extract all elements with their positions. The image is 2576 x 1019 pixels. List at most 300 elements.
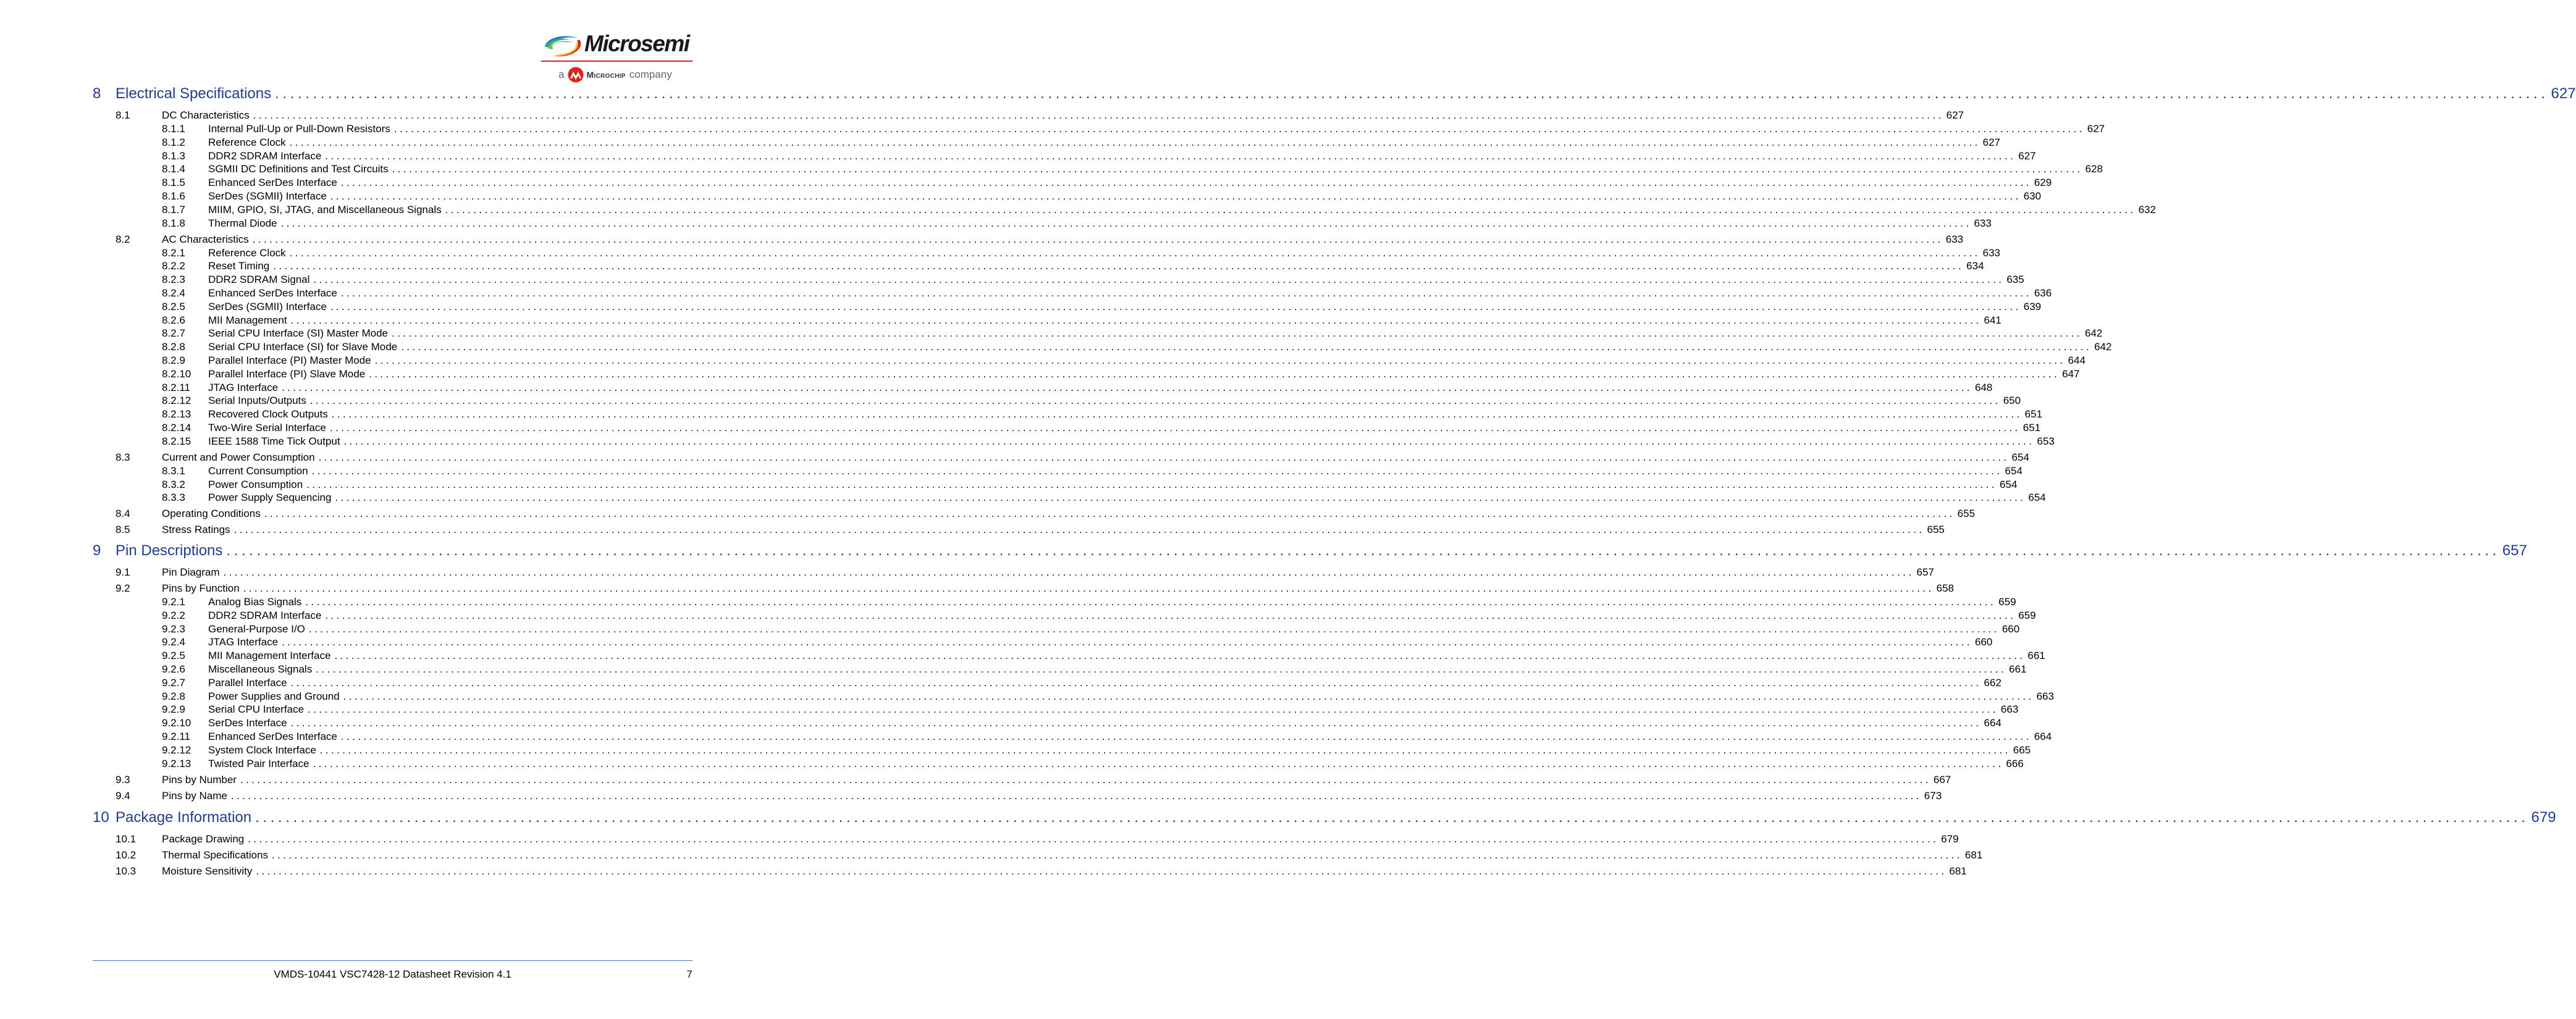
toc-entry-subsection-9-2-8[interactable] bbox=[0, 690, 2054, 704]
toc-entry-page: 657 bbox=[2502, 542, 2527, 559]
toc-entry-body bbox=[208, 478, 2018, 491]
toc-entry-title: Current Consumption bbox=[208, 464, 308, 477]
toc-entry-body bbox=[162, 833, 1959, 845]
toc-entry-title: SerDes (SGMII) Interface bbox=[208, 190, 327, 202]
toc-entry-page: 654 bbox=[2005, 464, 2022, 477]
toc-entry-section-10-3[interactable] bbox=[0, 865, 1967, 879]
toc-entry-page: 644 bbox=[2068, 354, 2086, 366]
toc-entry-page: 663 bbox=[2000, 703, 2019, 716]
toc-entry-subsection-9-2-1[interactable] bbox=[0, 596, 2016, 610]
toc-entry-number: 9.1 bbox=[116, 566, 130, 578]
toc-entry-page: 660 bbox=[1975, 636, 1993, 648]
toc-dot-leader: ............................................................................................................................................................................................................................................................................................................ bbox=[264, 508, 1955, 520]
toc-entry-section-8-1[interactable] bbox=[0, 109, 1964, 123]
toc-entry-page: 679 bbox=[1941, 833, 1959, 845]
toc-entry-number: 9.2.7 bbox=[162, 676, 185, 689]
toc-entry-title: Reference Clock bbox=[208, 246, 286, 259]
toc-entry-title: JTAG Interface bbox=[208, 636, 279, 648]
toc-dot-leader: ............................................................................................................................................................................................................................................................................................................ bbox=[319, 744, 2011, 756]
toc-entry-page: 627 bbox=[1946, 109, 1964, 121]
toc-entry-subsection-8-1-8[interactable] bbox=[0, 217, 1992, 231]
toc-entry-title: Stress Ratings bbox=[162, 524, 230, 536]
toc-entry-subsection-8-2-1[interactable] bbox=[0, 246, 2000, 261]
toc-entry-body bbox=[162, 524, 1945, 536]
toc-entry-title: Serial CPU Interface (SI) Master Mode bbox=[208, 327, 388, 340]
toc-entry-body bbox=[208, 300, 2042, 313]
toc-entry-page: 651 bbox=[2022, 422, 2041, 434]
toc-entry-title: Miscellaneous Signals bbox=[208, 663, 313, 675]
toc-entry-section-8-3[interactable] bbox=[0, 451, 2029, 465]
toc-entry-title: Enhanced SerDes Interface bbox=[208, 177, 337, 189]
toc-entry-number: 8.1.1 bbox=[162, 123, 185, 135]
toc-entry-subsection-9-2-12[interactable] bbox=[0, 744, 2031, 758]
toc-entry-page: 655 bbox=[1957, 508, 1976, 520]
footer-document-id: VMDS-10441 VSC7428-12 Datasheet Revision 4.1 bbox=[274, 968, 511, 980]
microsemi-logo bbox=[541, 31, 693, 83]
toc-entry-body bbox=[208, 623, 2020, 635]
toc-entry-title: MII Management Interface bbox=[208, 650, 331, 662]
toc-entry-chapter-9[interactable] bbox=[0, 542, 2527, 561]
toc-entry-subsection-8-1-6[interactable] bbox=[0, 190, 2042, 204]
toc-entry-title: Pins by Number bbox=[162, 773, 237, 786]
toc-dot-leader: ............................................................................................................................................................................................................................................................................................................ bbox=[290, 717, 1982, 729]
toc-entry-subsection-9-2-9[interactable] bbox=[0, 703, 2019, 717]
toc-entry-page: 635 bbox=[2006, 274, 2024, 286]
toc-entry-page: 659 bbox=[2018, 609, 2036, 621]
toc-entry-body bbox=[208, 190, 2042, 203]
toc-entry-body bbox=[208, 260, 1984, 272]
toc-entry-number: 8.2.5 bbox=[162, 300, 185, 312]
toc-dot-leader: ............................................................................................................................................................................................................................................................................................................ bbox=[243, 582, 1934, 594]
toc-entry-page: 642 bbox=[2084, 327, 2103, 340]
toc-entry-page: 653 bbox=[2037, 435, 2055, 447]
toc-entry-number: 8.3.2 bbox=[162, 478, 185, 490]
toc-dot-leader: ............................................................................................................................................................................................................................................................................................................ bbox=[275, 85, 2549, 102]
toc-entry-body bbox=[208, 717, 2001, 729]
toc-dot-leader: ............................................................................................................................................................................................................................................................................................................ bbox=[330, 190, 2021, 202]
toc-entry-subsection-8-2-10[interactable] bbox=[0, 367, 2080, 382]
toc-dot-leader: ............................................................................................................................................................................................................................................................................................................ bbox=[290, 314, 1982, 326]
toc-dot-leader: ............................................................................................................................................................................................................................................................................................................ bbox=[445, 203, 2136, 216]
toc-entry-page: 664 bbox=[2034, 731, 2052, 742]
toc-entry-subsection-9-2-11[interactable] bbox=[0, 731, 2052, 744]
toc-entry-body bbox=[162, 508, 1976, 520]
toc-entry-number: 9.2.11 bbox=[162, 731, 191, 742]
toc-dot-leader: ............................................................................................................................................................................................................................................................................................................ bbox=[256, 865, 1947, 877]
toc-entry-body bbox=[162, 233, 1964, 246]
toc-dot-leader: ............................................................................................................................................................................................................................................................................................................ bbox=[330, 300, 2021, 312]
toc-dot-leader: ............................................................................................................................................................................................................................................................................................................ bbox=[369, 367, 2060, 380]
toc-entry-subsection-8-2-3[interactable] bbox=[0, 274, 2024, 287]
toc-entry-subsection-8-1-1[interactable] bbox=[0, 123, 2105, 136]
toc-entry-number: 10.2 bbox=[116, 849, 137, 861]
toc-entry-number: 8.3.1 bbox=[162, 464, 185, 477]
toc-entry-page: 661 bbox=[2009, 663, 2027, 675]
toc-entry-page: 629 bbox=[2034, 177, 2052, 189]
toc-entry-title: Thermal Specifications bbox=[162, 849, 268, 861]
toc-entry-body bbox=[208, 690, 2054, 703]
toc-entry-subsection-8-1-2[interactable] bbox=[0, 136, 2000, 150]
toc-entry-title: SerDes (SGMII) Interface bbox=[208, 300, 327, 312]
toc-entry-page: 634 bbox=[1966, 260, 1984, 272]
toc-entry-page: 657 bbox=[1916, 566, 1934, 578]
toc-dot-leader: ............................................................................................................................................................................................................................................................................................................ bbox=[311, 464, 2003, 477]
toc-entry-number: 8.1.2 bbox=[162, 136, 185, 148]
toc-entry-page: 627 bbox=[2087, 123, 2105, 135]
toc-dot-leader: ............................................................................................................................................................................................................................................................................................................ bbox=[280, 217, 1972, 229]
toc-dot-leader: ............................................................................................................................................................................................................................................................................................................ bbox=[374, 354, 2066, 366]
toc-entry-page: 654 bbox=[2028, 492, 2046, 504]
toc-entry-number: 8.2.8 bbox=[162, 341, 185, 353]
toc-entry-number: 8.1.5 bbox=[162, 177, 185, 189]
toc-entry-body bbox=[162, 789, 1942, 802]
toc-entry-section-9-1[interactable] bbox=[0, 566, 1934, 580]
toc-dot-leader: ............................................................................................................................................................................................................................................................................................................ bbox=[226, 542, 2500, 559]
toc-entry-body bbox=[208, 123, 2105, 135]
toc-dot-leader: ............................................................................................................................................................................................................................................................................................................ bbox=[331, 408, 2022, 421]
toc-entry-subsection-8-2-7[interactable] bbox=[0, 327, 2103, 341]
brand-name: Microsemi bbox=[584, 31, 689, 56]
toc-entry-title: Package Drawing bbox=[162, 833, 245, 845]
toc-entry-title: Electrical Specifications bbox=[116, 85, 272, 102]
toc-entry-title: Serial CPU Interface bbox=[208, 703, 304, 716]
toc-entry-body bbox=[162, 451, 2029, 464]
toc-entry-page: 655 bbox=[1927, 524, 1945, 536]
toc-entry-subsection-8-2-11[interactable] bbox=[0, 381, 1993, 395]
toc-entry-body bbox=[162, 582, 1955, 595]
logo-rule bbox=[541, 61, 692, 62]
toc-entry-body bbox=[208, 314, 2001, 327]
toc-entry-page: 647 bbox=[2062, 367, 2080, 380]
toc-entry-body bbox=[208, 149, 2036, 162]
toc-entry-number: 8.2.12 bbox=[162, 395, 192, 407]
toc-entry-subsection-8-2-15[interactable] bbox=[0, 435, 2055, 449]
toc-entry-section-8-5[interactable] bbox=[0, 524, 1945, 537]
toc-dot-leader: ............................................................................................................................................................................................................................................................................................................ bbox=[289, 136, 1980, 148]
toc-entry-body bbox=[208, 744, 2031, 757]
toc-entry-body bbox=[208, 731, 2052, 743]
toc-entry-subsection-9-2-7[interactable] bbox=[0, 676, 2001, 690]
toc-entry-body bbox=[208, 203, 2156, 216]
toc-entry-body bbox=[208, 596, 2016, 608]
toc-entry-body bbox=[208, 422, 2041, 434]
toc-entry-subsection-8-3-2[interactable] bbox=[0, 478, 2018, 492]
toc-dot-leader: ............................................................................................................................................................................................................................................................................................................ bbox=[340, 731, 2032, 742]
toc-entry-title: System Clock Interface bbox=[208, 744, 316, 756]
toc-entry-number: 8.2.1 bbox=[162, 246, 185, 259]
toc-entry-page: 659 bbox=[1998, 596, 2016, 608]
toc-entry-page: 648 bbox=[1975, 381, 1993, 393]
toc-dot-leader: ............................................................................................................................................................................................................................................................................................................ bbox=[223, 566, 1914, 578]
toc-entry-page: 636 bbox=[2034, 287, 2052, 299]
toc-entry-page: 663 bbox=[2036, 690, 2054, 702]
toc-entry-body bbox=[208, 274, 2024, 286]
brand-suffix: company bbox=[629, 69, 672, 80]
toc-entry-number: 9.3 bbox=[116, 773, 130, 786]
toc-entry-body bbox=[162, 865, 1967, 878]
toc-entry-subsection-9-2-6[interactable] bbox=[0, 663, 2027, 677]
toc-entry-title: Thermal Diode bbox=[208, 217, 277, 229]
toc-entry-number: 8.1.3 bbox=[162, 149, 185, 162]
toc-entry-number: 9.2.9 bbox=[162, 703, 185, 716]
brand-tagline bbox=[558, 67, 672, 83]
toc-entry-body bbox=[208, 703, 2019, 716]
toc-dot-leader: ............................................................................................................................................................................................................................................................................................................ bbox=[234, 524, 1925, 536]
toc-entry-page: 660 bbox=[2001, 623, 2020, 635]
toc-dot-leader: ............................................................................................................................................................................................................................................................................................................ bbox=[325, 609, 2016, 621]
toc-entry-subsection-8-2-9[interactable] bbox=[0, 354, 2086, 368]
toc-entry-title: Twisted Pair Interface bbox=[208, 757, 309, 769]
toc-entry-subsection-8-2-2[interactable] bbox=[0, 260, 1984, 274]
toc-entry-number: 8.1.8 bbox=[162, 217, 185, 229]
toc-entry-subsection-9-2-10[interactable] bbox=[0, 717, 2001, 731]
toc-entry-title: Serial CPU Interface (SI) for Slave Mode bbox=[208, 341, 398, 353]
toc-entry-title: MIIM, GPIO, SI, JTAG, and Miscellaneous Signals bbox=[208, 203, 442, 216]
toc-entry-subsection-9-2-4[interactable] bbox=[0, 636, 1993, 650]
toc-entry-body bbox=[208, 408, 2043, 421]
toc-entry-subsection-8-1-3[interactable] bbox=[0, 149, 2036, 164]
toc-entry-page: 651 bbox=[2024, 408, 2043, 421]
toc-entry-page: 666 bbox=[2006, 757, 2024, 769]
toc-entry-number: 8.3.3 bbox=[162, 492, 185, 504]
toc-dot-leader: ............................................................................................................................................................................................................................................................................................................ bbox=[309, 395, 2001, 407]
toc-entry-subsection-8-3-3[interactable] bbox=[0, 492, 2046, 505]
toc-entry-subsection-8-2-14[interactable] bbox=[0, 422, 2041, 435]
toc-entry-page: 632 bbox=[2138, 203, 2156, 216]
toc-entry-page: 628 bbox=[2085, 163, 2103, 175]
toc-entry-number: 10.3 bbox=[116, 865, 137, 877]
toc-entry-title: Recovered Clock Outputs bbox=[208, 408, 328, 421]
toc-entry-number: 8.2.13 bbox=[162, 408, 192, 421]
toc-entry-title: Internal Pull-Up or Pull-Down Resistors bbox=[208, 123, 390, 135]
toc-entry-section-9-3[interactable] bbox=[0, 773, 1951, 787]
toc-entry-subsection-9-2-5[interactable] bbox=[0, 650, 2045, 663]
toc-dot-leader: ............................................................................................................................................................................................................................................................................................................ bbox=[340, 177, 2032, 189]
toc-entry-number: 9.2.8 bbox=[162, 690, 185, 702]
toc-dot-leader: ............................................................................................................................................................................................................................................................................................................ bbox=[316, 663, 2007, 675]
toc-entry-body bbox=[208, 609, 2036, 622]
toc-entry-title: MII Management bbox=[208, 314, 287, 326]
toc-entry-title: Parallel Interface bbox=[208, 676, 287, 689]
toc-dot-leader: ............................................................................................................................................................................................................................................................................................................ bbox=[255, 809, 2529, 826]
toc-entry-page: 662 bbox=[1984, 676, 2001, 689]
toc-entry-number: 8.5 bbox=[116, 524, 130, 536]
toc-entry-number: 8.2.10 bbox=[162, 367, 192, 380]
toc-entry-body bbox=[208, 341, 2112, 353]
toc-entry-body bbox=[208, 177, 2052, 189]
toc-entry-number: 9.2 bbox=[116, 582, 130, 594]
toc-entry-page: 627 bbox=[2551, 85, 2576, 102]
toc-dot-leader: ............................................................................................................................................................................................................................................................................................................ bbox=[290, 676, 1982, 689]
microsemi-swoosh-icon bbox=[541, 32, 584, 58]
toc-entry-page: 673 bbox=[1924, 789, 1942, 802]
toc-entry-title: Pins by Name bbox=[162, 789, 227, 802]
toc-entry-body bbox=[116, 85, 2576, 103]
toc-entry-body bbox=[208, 381, 1993, 394]
toc-entry-title: Operating Conditions bbox=[162, 508, 261, 520]
toc-entry-title: General-Purpose I/O bbox=[208, 623, 305, 635]
toc-entry-body bbox=[162, 566, 1934, 579]
toc-entry-number: 10 bbox=[93, 809, 109, 826]
toc-entry-subsection-8-2-13[interactable] bbox=[0, 408, 2043, 422]
toc-entry-title: Pin Diagram bbox=[162, 566, 220, 578]
toc-entry-section-10-1[interactable] bbox=[0, 833, 1959, 847]
footer-rule bbox=[93, 960, 692, 961]
toc-entry-number: 8.4 bbox=[116, 508, 130, 520]
toc-entry-section-9-4[interactable] bbox=[0, 789, 1942, 803]
toc-dot-leader: ............................................................................................................................................................................................................................................................................................................ bbox=[271, 849, 1963, 861]
toc-entry-title: DDR2 SDRAM Signal bbox=[208, 274, 310, 286]
toc-dot-leader: ............................................................................................................................................................................................................................................................................................................ bbox=[394, 123, 2085, 135]
toc-entry-page: 679 bbox=[2531, 809, 2556, 826]
toc-entry-subsection-8-1-7[interactable] bbox=[0, 203, 2156, 217]
toc-dot-leader: ............................................................................................................................................................................................................................................................................................................ bbox=[253, 109, 1944, 121]
toc-entry-title: AC Characteristics bbox=[162, 233, 249, 245]
toc-entry-body bbox=[208, 395, 2021, 407]
toc-entry-body bbox=[162, 109, 1964, 122]
toc-entry-page: 642 bbox=[2094, 341, 2112, 353]
toc-entry-body bbox=[208, 663, 2027, 676]
toc-entry-body bbox=[116, 542, 2527, 560]
toc-entry-title: JTAG Interface bbox=[208, 381, 279, 393]
toc-entry-title: Parallel Interface (PI) Master Mode bbox=[208, 354, 371, 366]
toc-entry-page: 664 bbox=[1984, 717, 2001, 729]
toc-entry-number: 8.1 bbox=[116, 109, 130, 121]
toc-entry-page: 681 bbox=[1964, 849, 1983, 861]
toc-entry-number: 9.2.5 bbox=[162, 650, 185, 662]
toc-dot-leader: ............................................................................................................................................................................................................................................................................................................ bbox=[391, 327, 2082, 340]
toc-entry-title: Analog Bias Signals bbox=[208, 596, 302, 608]
toc-entry-subsection-8-1-5[interactable] bbox=[0, 177, 2052, 190]
toc-entry-subsection-9-2-3[interactable] bbox=[0, 623, 2020, 637]
toc-dot-leader: ............................................................................................................................................................................................................................................................................................................ bbox=[240, 773, 1931, 786]
toc-dot-leader: ............................................................................................................................................................................................................................................................................................................ bbox=[343, 690, 2034, 702]
toc-entry-title: Power Consumption bbox=[208, 478, 303, 490]
toc-entry-page: 654 bbox=[2000, 478, 2018, 490]
toc-entry-chapter-8[interactable] bbox=[0, 85, 2576, 104]
toc-entry-body bbox=[208, 287, 2052, 300]
toc-entry-title: Power Supplies and Ground bbox=[208, 690, 340, 702]
toc-entry-number: 8.2.3 bbox=[162, 274, 185, 286]
toc-entry-title: Current and Power Consumption bbox=[162, 451, 315, 463]
toc-entry-page: 658 bbox=[1936, 582, 1955, 594]
toc-entry-number: 9.2.1 bbox=[162, 596, 185, 608]
toc-dot-leader: ............................................................................................................................................................................................................................................................................................................ bbox=[305, 596, 1997, 608]
toc-entry-body bbox=[208, 246, 2000, 259]
toc-entry-number: 9.2.4 bbox=[162, 636, 185, 648]
toc-entry-title: DDR2 SDRAM Interface bbox=[208, 609, 322, 621]
toc-entry-title: SerDes Interface bbox=[208, 717, 287, 729]
toc-entry-subsection-8-2-4[interactable] bbox=[0, 287, 2052, 301]
toc-entry-title: SGMII DC Definitions and Test Circuits bbox=[208, 163, 389, 175]
toc-entry-subsection-8-1-4[interactable] bbox=[0, 163, 2103, 177]
toc-dot-leader: ............................................................................................................................................................................................................................................................................................................ bbox=[335, 492, 2026, 504]
toc-entry-number: 8.2.2 bbox=[162, 260, 185, 272]
toc-entry-body bbox=[208, 464, 2022, 477]
toc-entry-subsection-8-2-6[interactable] bbox=[0, 314, 2001, 328]
toc-entry-number: 8.2.6 bbox=[162, 314, 185, 326]
toc-dot-leader: ............................................................................................................................................................................................................................................................................................................ bbox=[273, 260, 1964, 272]
toc-entry-subsection-9-2-2[interactable] bbox=[0, 609, 2036, 623]
toc-entry-number: 10.1 bbox=[116, 833, 137, 845]
toc-entry-section-10-2[interactable] bbox=[0, 849, 1983, 863]
toc-dot-leader: ............................................................................................................................................................................................................................................................................................................ bbox=[306, 478, 1998, 490]
toc-entry-title: Two-Wire Serial Interface bbox=[208, 422, 326, 434]
parent-company-name: Microchip bbox=[586, 70, 626, 80]
toc-entry-number: 8.2.7 bbox=[162, 327, 185, 340]
toc-entry-body bbox=[162, 849, 1983, 862]
toc-entry-number: 8.1.6 bbox=[162, 190, 185, 202]
toc-dot-leader: ............................................................................................................................................................................................................................................................................................................ bbox=[282, 381, 1973, 393]
toc-entry-page: 630 bbox=[2023, 190, 2042, 202]
toc-dot-leader: ............................................................................................................................................................................................................................................................................................................ bbox=[343, 435, 2035, 447]
toc-entry-body bbox=[208, 217, 1992, 230]
toc-entry-title: Serial Inputs/Outputs bbox=[208, 395, 306, 407]
footer-page-number: 7 bbox=[686, 968, 692, 980]
toc-entry-section-9-2[interactable] bbox=[0, 582, 1955, 596]
toc-entry-body bbox=[208, 354, 2086, 367]
toc-entry-page: 639 bbox=[2023, 300, 2042, 312]
toc-entry-subsection-9-2-13[interactable] bbox=[0, 757, 2024, 771]
toc-entry-number: 8.2.11 bbox=[162, 381, 191, 393]
toc-entry-body bbox=[208, 136, 2000, 149]
toc-entry-title: Enhanced SerDes Interface bbox=[208, 287, 337, 299]
toc-entry-title: Reset Timing bbox=[208, 260, 270, 272]
toc-entry-title: Pin Descriptions bbox=[116, 542, 223, 559]
toc-entry-number: 8.2.14 bbox=[162, 422, 192, 434]
toc-entry-subsection-8-2-5[interactable] bbox=[0, 300, 2042, 314]
toc-dot-leader: ............................................................................................................................................................................................................................................................................................................ bbox=[340, 287, 2032, 299]
toc-entry-number: 9 bbox=[93, 542, 101, 559]
toc-entry-page: 633 bbox=[1974, 217, 1992, 229]
toc-entry-subsection-8-2-8[interactable] bbox=[0, 341, 2112, 354]
toc-entry-subsection-8-2-12[interactable] bbox=[0, 395, 2021, 408]
toc-entry-page: 654 bbox=[2011, 451, 2029, 463]
toc-entry-subsection-8-3-1[interactable] bbox=[0, 464, 2022, 479]
toc-entry-body bbox=[208, 367, 2080, 380]
toc-entry-page: 667 bbox=[1933, 773, 1951, 786]
toc-entry-number: 9.2.12 bbox=[162, 744, 192, 756]
toc-entry-page: 633 bbox=[1982, 246, 2000, 259]
toc-entry-body bbox=[116, 809, 2556, 826]
toc-dot-leader: ............................................................................................................................................................................................................................................................................................................ bbox=[308, 623, 2000, 635]
toc-entry-title: DC Characteristics bbox=[162, 109, 250, 121]
toc-entry-body bbox=[208, 650, 2045, 662]
toc-entry-body bbox=[208, 163, 2103, 175]
toc-dot-leader: ............................................................................................................................................................................................................................................................................................................ bbox=[318, 451, 2010, 463]
toc-entry-number: 8.2.9 bbox=[162, 354, 185, 366]
toc-entry-body bbox=[208, 757, 2024, 770]
toc-entry-number: 8.1.4 bbox=[162, 163, 185, 175]
toc-dot-leader: ............................................................................................................................................................................................................................................................................................................ bbox=[329, 422, 2021, 434]
toc-dot-leader: ............................................................................................................................................................................................................................................................................................................ bbox=[325, 149, 2016, 162]
toc-entry-section-8-2[interactable] bbox=[0, 233, 1964, 247]
toc-entry-title: Enhanced SerDes Interface bbox=[208, 731, 337, 742]
toc-entry-page: 681 bbox=[1949, 865, 1967, 877]
toc-dot-leader: ............................................................................................................................................................................................................................................................................................................ bbox=[230, 789, 1922, 802]
toc-entry-body bbox=[208, 492, 2046, 504]
toc-entry-number: 9.2.6 bbox=[162, 663, 185, 675]
toc-entry-page: 641 bbox=[1984, 314, 2001, 326]
toc-entry-page: 627 bbox=[1982, 136, 2000, 148]
toc-entry-title: Power Supply Sequencing bbox=[208, 492, 332, 504]
toc-entry-number: 9.2.13 bbox=[162, 757, 192, 769]
toc-entry-section-8-4[interactable] bbox=[0, 508, 1976, 521]
toc-entry-page: 665 bbox=[2013, 744, 2031, 756]
toc-entry-page: 650 bbox=[2003, 395, 2021, 407]
toc-dot-leader: ............................................................................................................................................................................................................................................................................................................ bbox=[282, 636, 1973, 648]
toc-entry-chapter-10[interactable] bbox=[0, 809, 2556, 828]
